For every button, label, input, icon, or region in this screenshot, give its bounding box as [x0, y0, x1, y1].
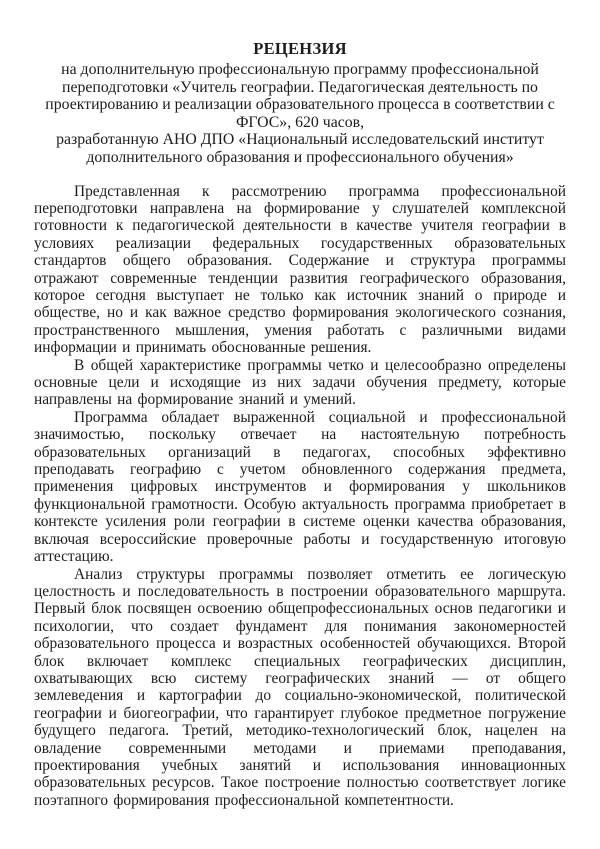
- subtitle-line-2: переподготовки «Учитель географии. Педагогическая деятельность по: [62, 78, 538, 96]
- subtitle-line-6: дополнительного образования и профессионального обучения»: [86, 148, 514, 166]
- review-paragraph-1: Представленная к рассмотрению программа профессиональной переподготовки направлена на формирование у слушателей комплексной готовности к педагогической деятельности в качестве учителя географии в условиях реализации федеральных государственных образовательных стандартов общего образования. Содержание и структура программы отражают современные тенденции развития географического образования, которое сегодня выступает не только как источник знаний о природе и обществе, но и как важное средство формирования экологического сознания, пространственного мышления, умения работать с различными видами информации и принимать обоснованные решения.: [34, 182, 566, 357]
- document-body: [34, 183, 566, 810]
- subtitle-line-1: на дополнительную профессиональную программу профессиональной: [61, 61, 539, 78]
- subtitle-line-4: ФГОС», 620 часов,: [235, 113, 365, 131]
- review-paragraph-3: Программа обладает выраженной социальной и профессиональной значимостью, поскольку отвечает на настоятельную потребность образовательных организаций в педагогах, способных эффективно преподавать географию с учетом обновленного содержания предмета, применения цифровых инструментов и формирования у школьников функциональной грамотности. Особую актуальность программа приобретает в контексте усиления роли географии в системе оценки качества образования, включая всероссийские проверочные работы и государственную итоговую аттестацию.: [34, 408, 566, 566]
- subtitle-line-5: разработанную АНО ДПО «Национальный исследовательский институт: [56, 131, 544, 149]
- review-paragraph-2: В общей характеристике программы четко и целесообразно определены основные цели и исходящие из них задачи обучения предмету, которые направлены на формирование знаний и умений.: [34, 356, 566, 409]
- review-paragraph-4: Анализ структуры программы позволяет отметить ее логическую целостность и последовательность в построении образовательного маршрута. Первый блок посвящен освоению общепрофессиональных основ педагогики и психологии, что создает фундамент для понимания закономерностей образовательного процесса и возрастных особенностей обучающихся. Второй блок включает комплекс специальных географических дисциплин, охватывающих всю систему географических знаний — от общего землеведения и картографии до социально-экономической, политической географии и биогеографии, что гарантирует глубокое предметное погружение будущего педагога. Третий, методико-технологический блок, нацелен на овладение современными методами и приемами преподавания, проектирования учебных занятий и использования инновационных образовательных ресурсов. Такое построение полностью соответствует логике поэтапного формирования профессиональной компетентности.: [34, 565, 566, 809]
- document-subtitle: [34, 61, 566, 167]
- document-title: РЕЦЕНЗИЯ: [253, 39, 347, 58]
- subtitle-line-3: проектированию и реализации образовательного процесса в соответствии с: [45, 96, 555, 114]
